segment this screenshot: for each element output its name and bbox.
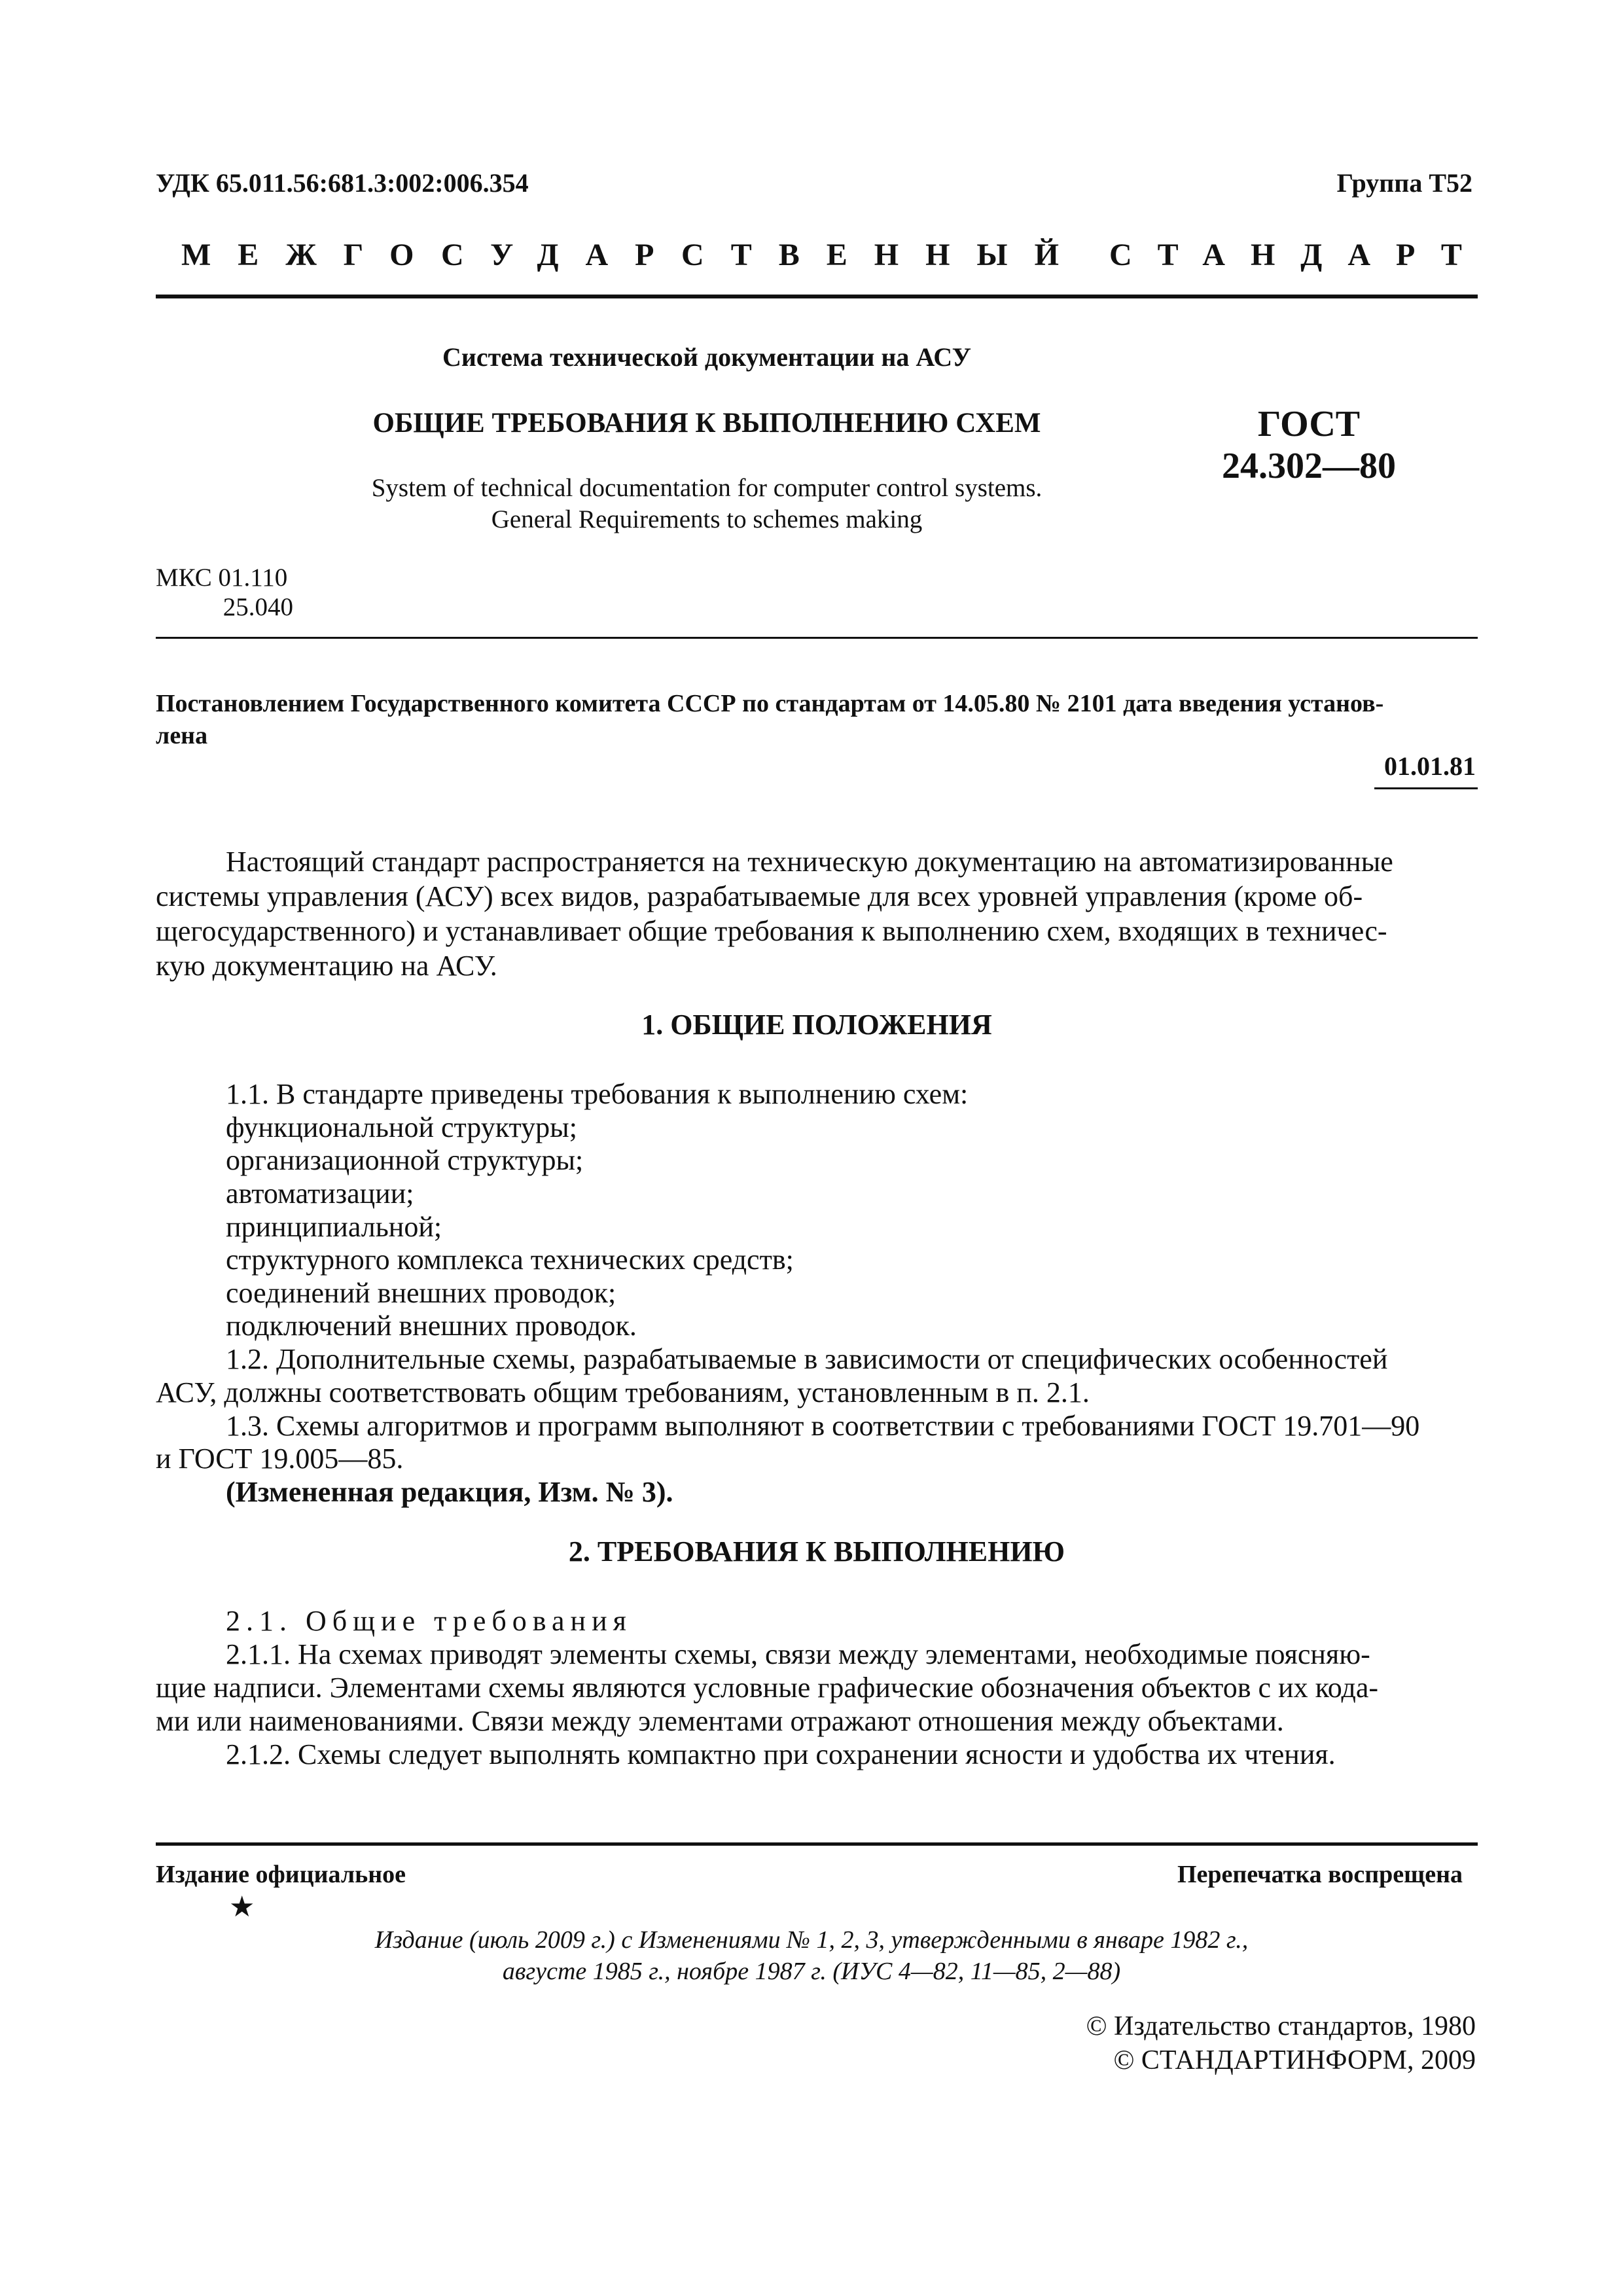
- list-item: организационной структуры;: [226, 1144, 584, 1176]
- clause-1-2-cont: АСУ, должны соответствовать общим требованиям, установленным в п. 2.1.: [156, 1376, 1090, 1408]
- intro-line: Настоящий стандарт распространяется на техническую документацию на автоматизированные: [226, 846, 1393, 878]
- copyright-1: © Издательство стандартов, 1980: [1086, 2011, 1476, 2041]
- official-edition: Издание официальное: [156, 1861, 406, 1888]
- list-item: принципиальной;: [226, 1211, 442, 1243]
- date-underline: [1374, 787, 1478, 789]
- list-item: структурного комплекса технических средств;: [226, 1244, 794, 1276]
- clause-1-1: 1.1. В стандарте приведены требования к выполнению схем:: [226, 1078, 969, 1110]
- english-title-line-1: System of technical documentation for computer control systems.: [371, 474, 1043, 502]
- gost-label: ГОСТ: [1257, 404, 1361, 444]
- clause-2-1: 2.1. Общие требования: [226, 1605, 632, 1637]
- star-icon: ★: [229, 1891, 255, 1923]
- intro-line: кую документацию на АСУ.: [156, 950, 497, 982]
- list-item: подключений внешних проводок.: [226, 1310, 637, 1342]
- footer-rule: [156, 1842, 1478, 1846]
- banner-interstate: МЕЖГОСУДАРСТВЕННЫЙ: [181, 238, 1086, 272]
- list-item: автоматизации;: [226, 1177, 414, 1210]
- effective-date: 01.01.81: [1384, 751, 1476, 781]
- edition-note-1: Издание (июль 2009 г.) с Изменениями № 1, 2, 3, утвержденными в январе 1982 г.,: [374, 1926, 1249, 1954]
- reprint-prohibited: Перепечатка воспрещена: [1177, 1861, 1463, 1888]
- clause-2-1-1-cont: ми или наименованиями. Связи между элементами отражают отношения между объектами.: [156, 1705, 1284, 1737]
- list-item: соединений внешних проводок;: [226, 1277, 616, 1309]
- section-1-title: 1. ОБЩИЕ ПОЛОЖЕНИЯ: [641, 1009, 992, 1041]
- decree-line-1: Постановлением Государственного комитета СССР по стандартам от 14.05.80 № 2101 дата введения установ-: [156, 690, 1384, 717]
- banner-standard: СТАНДАРТ: [1109, 238, 1488, 272]
- clause-2-1-2: 2.1.2. Схемы следует выполнять компактно при сохранении ясности и удобства их чтения.: [226, 1738, 1336, 1770]
- clause-2-1-1: 2.1.1. На схемах приводят элементы схемы, связи между элементами, необходимые поясняю-: [226, 1638, 1370, 1670]
- intro-line: системы управления (АСУ) всех видов, разрабатываемые для всех уровней управления (кроме об-: [156, 880, 1363, 912]
- title-block-rule: [156, 637, 1478, 639]
- udk-code: УДК 65.011.56:681.3:002:006.354: [156, 168, 529, 198]
- edition-note-2: августе 1985 г., ноябре 1987 г. (ИУС 4—82, 11—85, 2—88): [502, 1958, 1121, 1985]
- decree-line-2: лена: [156, 722, 208, 749]
- system-name: Система технической документации на АСУ: [442, 342, 972, 372]
- gost-number: 24.302—80: [1222, 446, 1396, 486]
- intro-line: щегосударственного) и устанавливает общие требования к выполнению схем, входящих в техничес-: [156, 915, 1387, 947]
- document-title: ОБЩИЕ ТРЕБОВАНИЯ К ВЫПОЛНЕНИЮ СХЕМ: [372, 408, 1041, 439]
- header-rule: [156, 295, 1478, 298]
- mks-code-2: 25.040: [223, 593, 293, 621]
- clause-1-3-cont: и ГОСТ 19.005—85.: [156, 1443, 404, 1475]
- english-title-line-2: General Requirements to schemes making: [491, 505, 923, 533]
- group-code: Группа Т52: [1336, 168, 1472, 198]
- list-item: функциональной структуры;: [226, 1111, 577, 1143]
- copyright-2: © СТАНДАРТИНФОРМ, 2009: [1113, 2045, 1476, 2075]
- section-2-title: 2. ТРЕБОВАНИЯ К ВЫПОЛНЕНИЮ: [568, 1535, 1065, 1568]
- mks-code-1: МКС 01.110: [156, 564, 288, 592]
- amendment-note: (Измененная редакция, Изм. № 3).: [226, 1476, 673, 1508]
- clause-2-1-1-cont: щие надписи. Элементами схемы являются условные графические обозначения объектов с их кода-: [156, 1672, 1379, 1704]
- clause-1-3: 1.3. Схемы алгоритмов и программ выполняют в соответствии с требованиями ГОСТ 19.701—90: [226, 1410, 1420, 1442]
- clause-1-2: 1.2. Дополнительные схемы, разрабатываемые в зависимости от специфических особенностей: [226, 1343, 1388, 1375]
